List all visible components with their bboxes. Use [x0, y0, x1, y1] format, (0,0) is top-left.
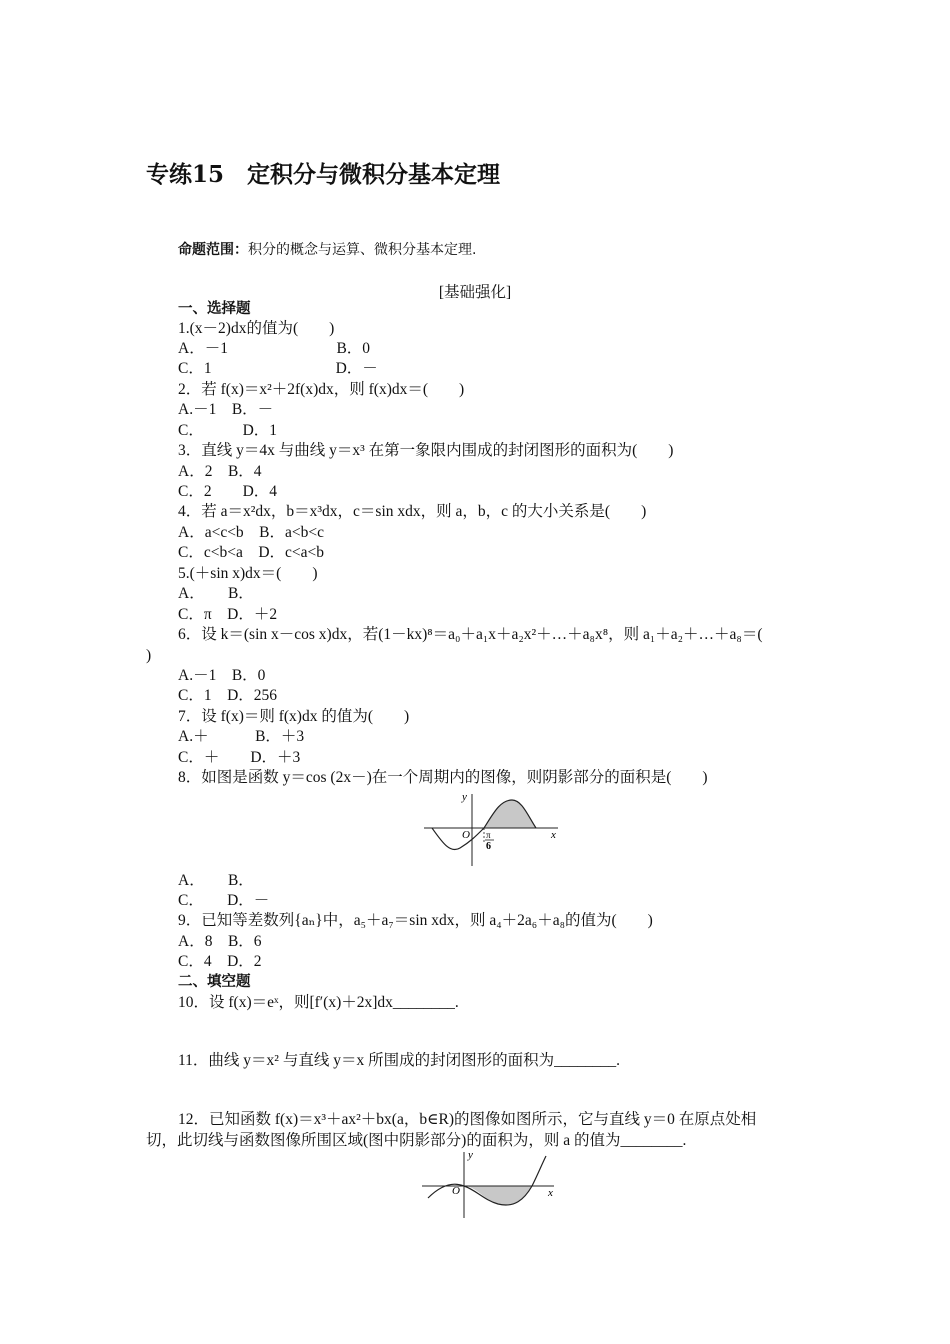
q9-options-ab: A．8 B．6 — [178, 933, 262, 950]
scope-line — [178, 240, 476, 260]
q8-options-ab: A． B． — [178, 872, 254, 889]
q12-stem-cont: 切，此切线与函数图像所围区域(图中阴影部分)的面积为，则 a 的值为________. — [146, 1132, 687, 1149]
q8-tick-numerator: π — [486, 830, 491, 840]
section-heading-fill: 二、填空题 — [178, 974, 251, 990]
q1-options-ab: A．－1 B．0 — [178, 340, 371, 357]
q12-stem: 12．已知函数 f(x)＝x³＋ax²＋bx(a，b∈R)的图像如图所示，它与直线 y＝0 在原点处相 — [178, 1111, 757, 1128]
q4-options-ab: A．a<c<b B．a<b<c — [178, 524, 325, 541]
q4-options-cd: C．c<b<a D．c<a<b — [178, 544, 325, 561]
q2-options-ab: A.－1 B．－ — [178, 401, 274, 418]
q7-options-ab: A.＋ B．＋3 — [178, 728, 305, 745]
q12-y-label: y — [468, 1149, 473, 1161]
q6-options-cd: C．1 D．256 — [178, 687, 278, 704]
q8-y-label: y — [462, 791, 467, 803]
q6-options-ab: A.－1 B．0 — [178, 667, 266, 684]
page-title: 专练15 定积分与微积分基本定理 — [146, 161, 501, 188]
q3-stem: 3．直线 y＝4x 与曲线 y＝x³ 在第一象限内围成的封闭图形的面积为( ) — [178, 442, 674, 459]
q12-cubic-figure — [420, 1148, 565, 1220]
q2-options-cd: C． D．1 — [178, 422, 278, 439]
q6-stem-end: ) — [146, 647, 152, 664]
q7-stem: 7．设 f(x)＝则 f(x)dx 的值为( ) — [178, 708, 410, 725]
q8-cosine-figure — [418, 786, 568, 868]
q1-options-cd: C．1 D．－ — [178, 360, 378, 377]
q3-options-ab: A．2 B．4 — [178, 463, 262, 480]
q5-options-ab: A． B． — [178, 585, 254, 602]
q7-options-cd: C．＋ D．＋3 — [178, 749, 301, 766]
q8-options-cd: C． D．－ — [178, 892, 270, 909]
scope-text: 积分的概念与运算、微积分基本定理. — [248, 242, 477, 258]
q2-stem: 2．若 f(x)＝x²＋2f(x)dx，则 f(x)dx＝( ) — [178, 381, 465, 398]
q8-stem: 8．如图是函数 y＝cos (2x－)在一个周期内的图像，则阴影部分的面积是( ) — [178, 769, 708, 786]
q12-shaded-region — [464, 1186, 532, 1205]
q5-stem: 5.(＋sin x)dx＝( ) — [178, 565, 318, 582]
q9-options-cd: C．4 D．2 — [178, 953, 262, 970]
q5-options-cd: C．π D．＋2 — [178, 606, 278, 623]
q3-options-cd: C．2 D．4 — [178, 483, 278, 500]
q12-x-label: x — [548, 1187, 553, 1199]
q11-stem: 11．曲线 y＝x² 与直线 y＝x 所围成的封闭图形的面积为________. — [178, 1052, 620, 1069]
q9-stem: 9．已知等差数列{aₙ}中，a₅＋a₇＝sin xdx，则 a₄＋2a₆＋a₈的值为( ) — [178, 912, 653, 929]
q8-x-label: x — [551, 829, 556, 841]
q4-stem: 4．若 a＝x²dx，b＝x³dx，c＝sin xdx，则 a，b，c 的大小关系是( ) — [178, 503, 647, 520]
section-tag: [基础强化] — [438, 284, 512, 301]
section-heading-choice: 一、选择题 — [178, 301, 251, 317]
q8-origin-label: O — [462, 829, 470, 841]
q12-origin-label: O — [452, 1185, 460, 1197]
q6-stem: 6．设 k＝(sin x－cos x)dx，若(1－kx)⁸＝a₀＋a₁x＋a₂x²＋…＋a₈x⁸，则 a₁＋a₂＋…＋a₈＝( — [178, 626, 763, 643]
scope-label: 命题范围： — [178, 242, 248, 258]
q10-stem: 10．设 f(x)＝eˣ，则[f′(x)＋2x]dx________. — [178, 994, 459, 1011]
q8-tick-denominator: 6 — [486, 841, 491, 852]
q1-stem: 1.(x－2)dx的值为( ) — [178, 320, 335, 337]
